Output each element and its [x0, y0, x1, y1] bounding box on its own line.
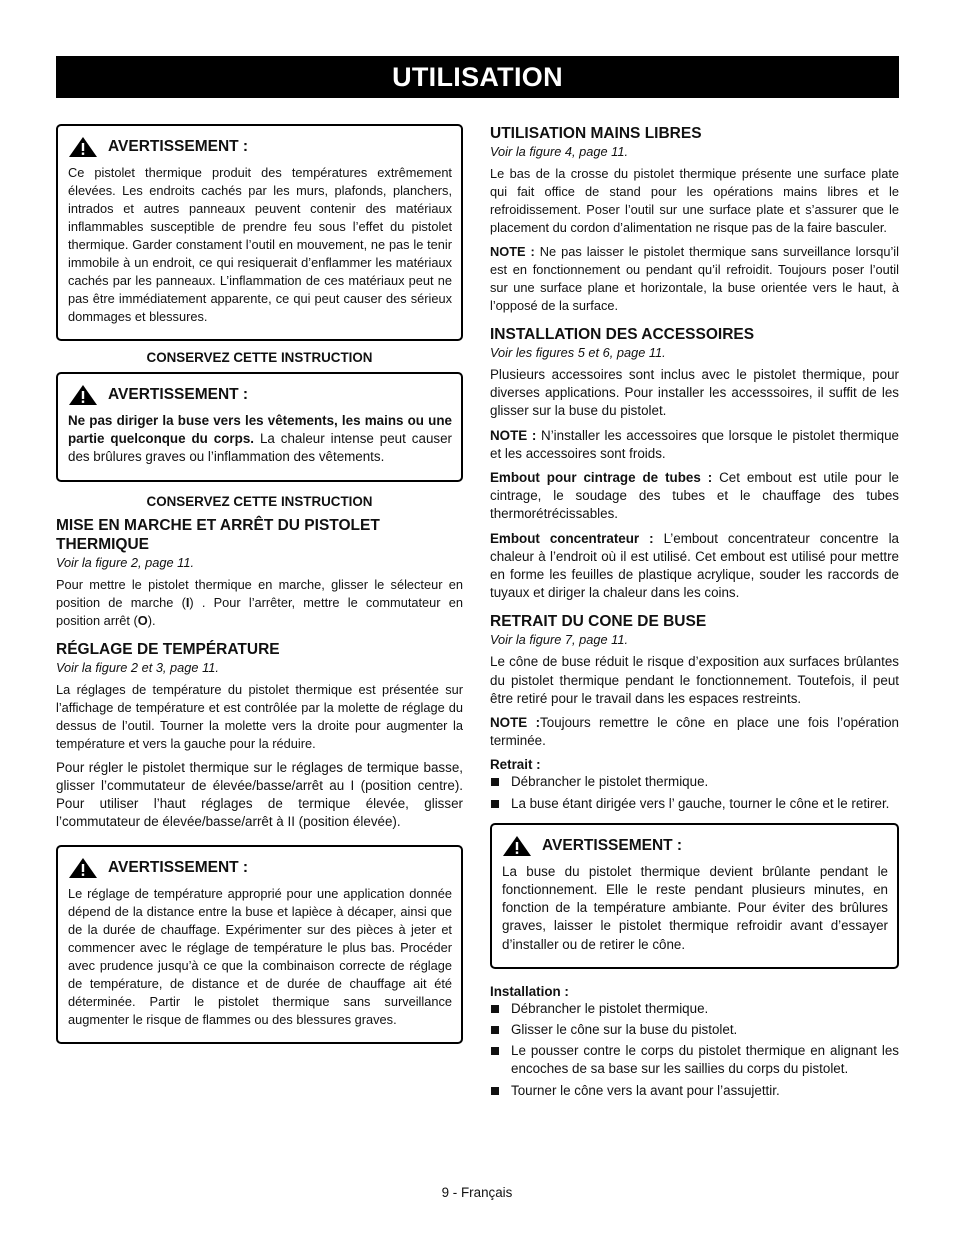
warning-rest: La chaleur intense peut causer des brûlures graves ou l’inflammation des vêtements. [68, 431, 452, 465]
embout-body: L’embout concentrateur concentre la chaleur à l’endroit où il est utilisé. Cet embout est utilisé pour mettre en forme les feuilles de plastique acrylique, souder les raccords de tuyaux et diriger la chaleur dans les coins. [490, 530, 899, 601]
section-title: INSTALLATION DES ACCESSOIRES [490, 326, 755, 343]
list-item: Tourner le cône vers la avant pour l’assujettir. [490, 1082, 899, 1100]
figure-ref: Voir la figure 2, page 11. [56, 554, 195, 570]
warning-title: AVERTISSEMENT : [542, 836, 683, 854]
section-text: La réglages de température du pistolet thermique est présentée sur l’affichage de température et est contrôlée par la molette de réglage du dessus de l’outil. Tourner la molette vers la droite pour augmenter la température et vers la gauche pour la réduire. [56, 681, 463, 751]
warning-box-1 [56, 124, 463, 341]
warning-triangle-icon [68, 384, 98, 406]
warning-triangle-icon [68, 857, 98, 879]
warning-box-4 [490, 823, 899, 969]
right-column [490, 124, 899, 1104]
left-column [56, 124, 463, 1044]
list-item: La buse étant dirigée vers l’ gauche, tourner le cône et le retirer. [490, 795, 899, 813]
section-installation [490, 983, 899, 1100]
section-text: Le cône de buse réduit le risque d’exposition aux surfaces brûlantes du pistolet thermique pendant le fonctionnement. Toutefois, il peut être retiré pour le travail dans les espaces restreints. [490, 654, 899, 706]
note-label: NOTE : [490, 715, 541, 731]
embout-label: Embout pour cintrage de tubes : [490, 470, 713, 486]
warning-bold: Ne pas diriger la buse vers les vêtements, les mains ou une partie quelconque du corps. [68, 413, 452, 447]
on-symbol: I [185, 594, 190, 610]
note-label: NOTE : [490, 427, 537, 443]
section-reglage [56, 640, 463, 832]
page-footer: 9 - Français [441, 1185, 513, 1200]
warning-text: Ce pistolet thermique produit des températures extrêmement élevées. Les endroits cachés par les murs, plafonds, planchers, intrados et autres panneaux peuvent contenir des matériaux inflammables susceptible de prendre feu sous l’effet du pistolet thermique. Garder constament l’outil en mouvement, ne pas le tenir immobile à un endroit, ce qui resiquerait d’enflammer les matériaux cachés par les panneaux. L’inflammation de ces matériaux peut ne pas être immédiatement apparente, ce qui peut causer des sérieux dommages et blessures. [68, 165, 452, 324]
embout-concentrateur-text [490, 530, 899, 603]
warning-title: AVERTISSEMENT : [108, 859, 249, 877]
warning-triangle-icon [502, 835, 532, 857]
note-text [490, 243, 899, 315]
embout-tubes-text [490, 469, 899, 524]
text-part: Pour mettre le pistolet thermique en marche, glisser le sélecteur en position de marche ( [56, 576, 463, 610]
installation-label: Installation : [490, 983, 569, 999]
warning-box-3 [56, 845, 463, 1044]
section-text: Le bas de la crosse du pistolet thermique présente une surface plate qui fait office de stand pour les opérations mains libres et le refroidissement. Poser l’outil sur une surface plate et s’assurer que le placement du cordon d’alimentation ne risque pas de la faire basculer. [490, 166, 899, 235]
text-part: ) . Pour l’arrêter, mettre le commutateur en position arrêt ( [56, 594, 463, 628]
section-retrait [490, 612, 899, 812]
text-part: ). [147, 612, 156, 628]
figure-ref: Voir les figures 5 et 6, page 11. [490, 345, 666, 360]
retrait-list [490, 773, 899, 812]
keep-instruction: CONSERVEZ CETTE INSTRUCTION [146, 350, 373, 365]
list-item: Le pousser contre le corps du pistolet thermique en alignant les encoches de sa base sur les saillies du corps du pistolet. [490, 1042, 899, 1078]
section-accessoires [490, 325, 899, 602]
list-item: Glisser le cône sur la buse du pistolet. [490, 1021, 899, 1039]
section-title: UTILISATION MAINS LIBRES [490, 125, 702, 142]
warning-title: AVERTISSEMENT : [108, 386, 249, 403]
warning-title: AVERTISSEMENT : [108, 138, 249, 155]
warning-text: La buse du pistolet thermique devient brûlante pendant le fonctionnement. Elle le reste pendant plusieurs minutes, en fonction de la température ambiante. Pour éviter des brûlures graves, laisser le pistolet thermique refroidir avant d’essayer d’installer ou de retirer le cône. [502, 863, 888, 952]
keep-instruction: CONSERVEZ CETTE INSTRUCTION [146, 493, 373, 509]
list-item: Débrancher le pistolet thermique. [490, 1000, 899, 1018]
note-text [490, 427, 899, 463]
warning-triangle-icon [68, 136, 98, 158]
section-marche [56, 516, 463, 630]
retrait-label: Retrait : [490, 757, 541, 773]
section-mains-libres [490, 124, 899, 315]
warning-text: Le réglage de température approprié pour une application donnée dépend de la distance entre la buse et lapièce à décaper, ainsi que de la durée de chauffage. Expérimenter sur des pièces à jeter et commencer avec le réglage de température le plus bas. Procéder avec prudence jusqu’à ce que la combinaison correcte de réglage de température, de distance et de durée de chauffage ait été déterminée. Partir le pistolet thermique sans surveillance augmenter le risque de flammes ou des blessures graves. [68, 886, 452, 1028]
embout-label: Embout concentrateur : [490, 530, 654, 546]
list-item: Débrancher le pistolet thermique. [490, 773, 899, 791]
off-symbol: O [137, 612, 148, 628]
page-banner: UTILISATION [56, 56, 899, 98]
note-label: NOTE : [490, 244, 535, 259]
figure-ref: Voir la figure 2 et 3, page 11. [56, 659, 219, 675]
note-text [490, 714, 899, 750]
warning-box-2 [56, 372, 463, 482]
section-text: Pour régler le pistolet thermique sur le réglages de termique basse, glisser l’commutateur de élevée/basse/arrêt au I (position centre). Pour utiliser l’haut réglages de termique élevée, glisser l’commutateur de élevée/basse/arrêt à II (position élevée). [56, 759, 463, 830]
note-body: N’installer les accessoires que lorsque le pistolet thermique et les accessoires sont froids. [490, 427, 899, 461]
section-text [56, 576, 463, 630]
warning-text [68, 412, 452, 467]
installation-list [490, 1000, 899, 1100]
section-title: RÉGLAGE DE TEMPÉRATURE [56, 640, 280, 658]
figure-ref: Voir la figure 7, page 11. [490, 632, 629, 648]
section-text: Plusieurs accessoires sont inclus avec le pistolet thermique, pour diverses applications. Pour installer les accesssoires, il suffit de les glisser sur la buse du pistolet. [490, 367, 899, 419]
embout-body: Cet embout est utile pour le cintrage, le soudage des tubes et le chauffage des tubes thermorétrécissables. [490, 470, 899, 522]
section-title: RETRAIT DU CONE DE BUSE [490, 613, 707, 631]
figure-ref: Voir la figure 4, page 11. [490, 144, 629, 159]
note-body: Toujours remettre le cône en place une fois l’opération terminée. [490, 715, 899, 749]
section-title: MISE EN MARCHE ET ARRÊT DU PISTOLET THERMIQUE [56, 516, 380, 553]
note-body: Ne pas laisser le pistolet thermique sans surveillance lorsqu’il est en fonctionnement ou pendant qu’il refroidit. Toujours poser l’outil sur une surface plane et horizontale, la buse orientée vers le haut, à l’opposé de la surface. [490, 244, 899, 313]
